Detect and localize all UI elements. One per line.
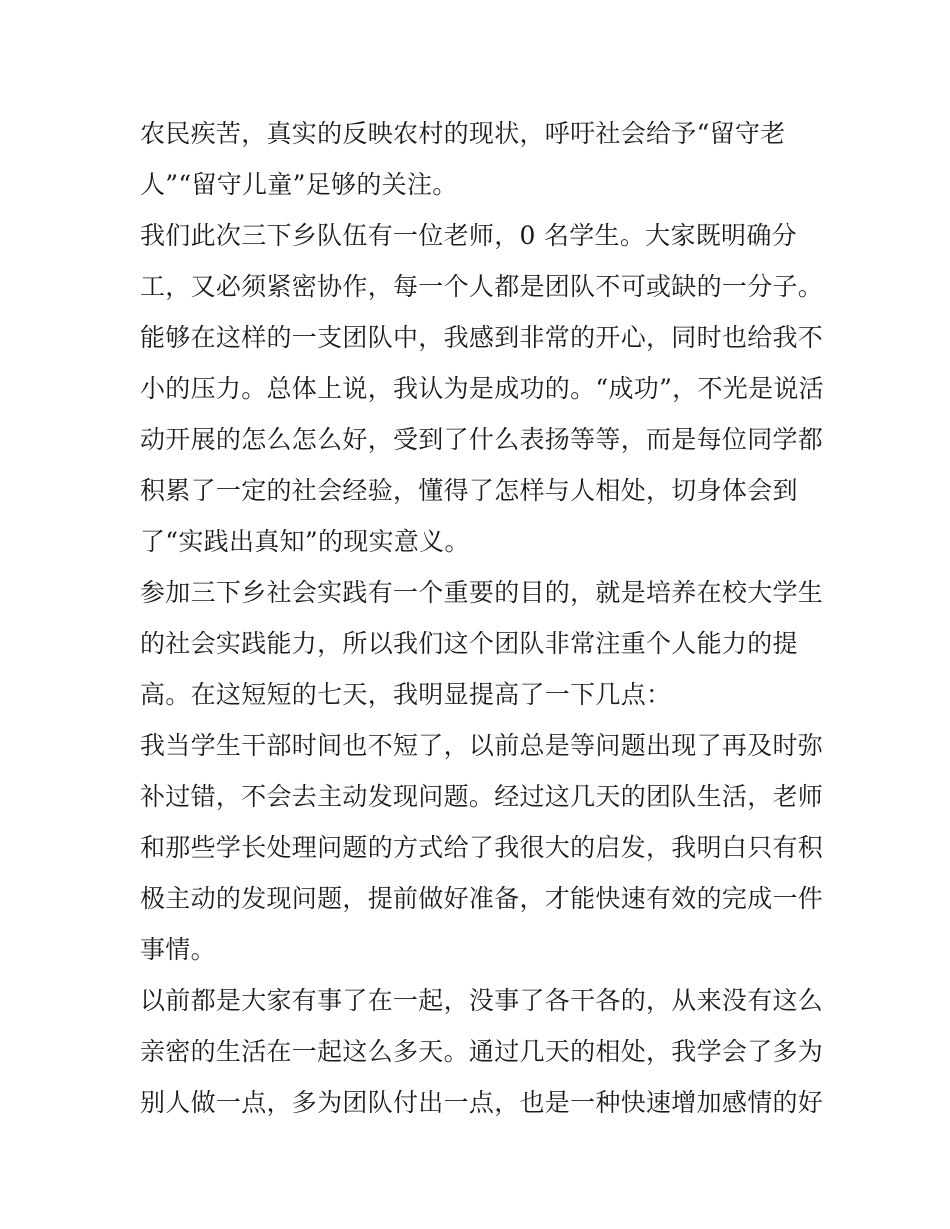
text-line: 我当学生干部时间也不短了，以前总是等问题出现了再及时弥 [140, 731, 824, 760]
text-line: 亲密的生活在一起这么多天。通过几天的相处，我学会了多为 [140, 1037, 824, 1066]
text-line: 参加三下乡社会实践有一个重要的目的，就是培养在校大学生 [140, 578, 824, 607]
text-line: 极主动的发现问题，提前做好准备，才能快速有效的完成一件 [140, 884, 824, 913]
text-line: 人”“留守儿童”足够的关注。 [140, 170, 458, 199]
text-line: 我们此次三下乡队伍有一位老师，0 名学生。大家既明确分 [140, 221, 797, 250]
text-line: 和那些学长处理问题的方式给了我很大的启发，我明白只有积 [140, 833, 824, 862]
text-line: 补过错，不会去主动发现问题。经过这几天的团队生活，老师 [140, 782, 824, 811]
text-line: 的社会实践能力，所以我们这个团队非常注重个人能力的提 [140, 629, 798, 658]
text-line: 积累了一定的社会经验，懂得了怎样与人相处，切身体会到 [140, 476, 798, 505]
text-line: 工，又必须紧密协作，每一个人都是团队不可或缺的一分子。 [140, 272, 824, 301]
text-line: 农民疾苦，真实的反映农村的现状，呼吁社会给予“留守老 [140, 119, 786, 148]
document-body [140, 108, 824, 1128]
text-line: 高。在这短短的七天，我明显提高了一下几点： [140, 680, 672, 709]
text-line: 动开展的怎么怎么好，受到了什么表扬等等，而是每位同学都 [140, 425, 824, 454]
text-line: 以前都是大家有事了在一起，没事了各干各的，从来没有这么 [140, 986, 824, 1015]
text-line: 能够在这样的一支团队中，我感到非常的开心，同时也给我不 [140, 323, 824, 352]
text-line: 事情。 [140, 935, 216, 964]
text-line: 了“实践出真知”的现实意义。 [140, 527, 470, 556]
text-line: 别人做一点，多为团队付出一点，也是一种快速增加感情的好 [140, 1088, 824, 1117]
text-line: 小的压力。总体上说，我认为是成功的。“成功”，不光是说活 [140, 374, 824, 403]
